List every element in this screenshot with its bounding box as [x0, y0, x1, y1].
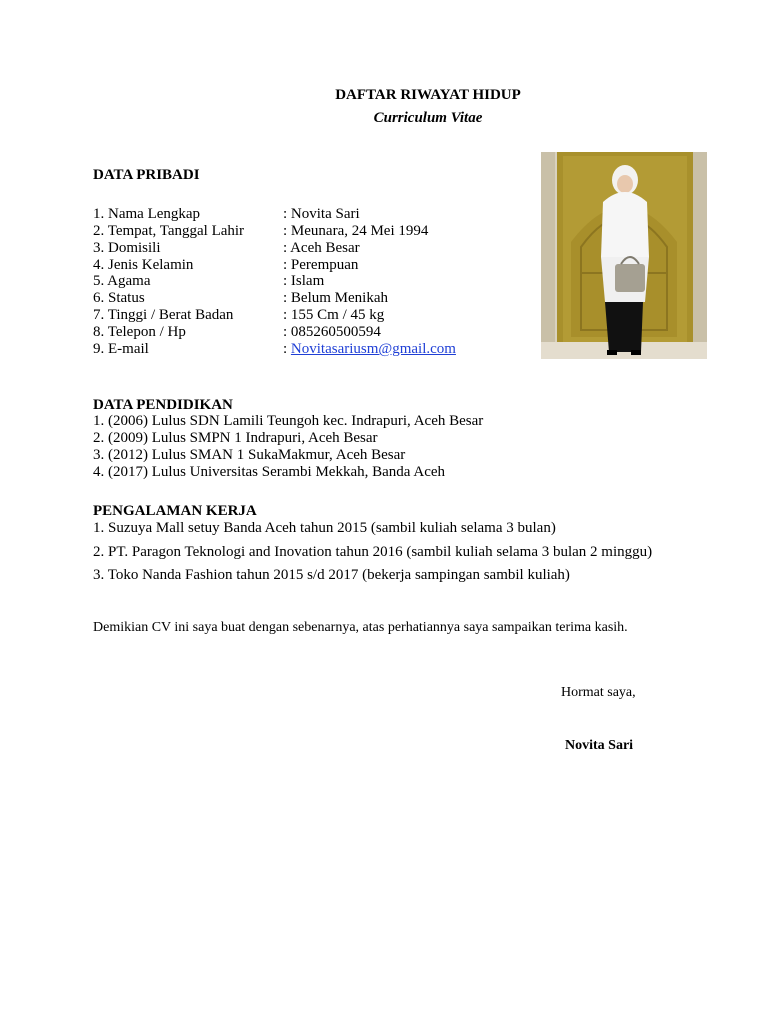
experience-item: 2. PT. Paragon Teknologi and Inovation tahun 2016 (sambil kuliah selama 3 bulan 2 minggu): [93, 544, 653, 560]
education-item: 4. (2017) Lulus Universitas Serambi Mekkah, Banda Aceh: [93, 464, 446, 480]
personal-label-birth: 2. Tempat, Tanggal Lahir: [93, 223, 245, 239]
closing-regards: Hormat saya,: [561, 685, 636, 700]
personal-value-domicile: : Aceh Besar: [283, 240, 360, 256]
signer-name: Novita Sari: [565, 738, 634, 753]
education-item: 2. (2009) Lulus SMPN 1 Indrapuri, Aceh Besar: [93, 430, 378, 446]
email-prefix: :: [283, 341, 291, 357]
experience-heading: PENGALAMAN KERJA: [93, 503, 257, 519]
personal-label-phone: 8. Telepon / Hp: [93, 324, 186, 340]
personal-value-religion: : Islam: [283, 273, 325, 289]
education-item: 1. (2006) Lulus SDN Lamili Teungoh kec. Indrapuri, Aceh Besar: [93, 413, 484, 429]
profile-photo: [541, 152, 707, 359]
personal-label-religion: 5. Agama: [93, 273, 151, 289]
personal-label-gender: 4. Jenis Kelamin: [93, 257, 194, 273]
experience-item: 3. Toko Nanda Fashion tahun 2015 s/d 2017 (bekerja sampingan sambil kuliah): [93, 567, 570, 583]
document-title: DAFTAR RIWAYAT HIDUP: [335, 87, 521, 103]
personal-label-name: 1. Nama Lengkap: [93, 206, 201, 222]
email-link[interactable]: Novitasariusm@gmail.com: [290, 341, 456, 357]
education-heading: DATA PENDIDIKAN: [93, 397, 233, 413]
personal-value-status: : Belum Menikah: [283, 290, 388, 306]
personal-value-phone: : 085260500594: [283, 324, 381, 340]
personal-label-height-weight: 7. Tinggi / Berat Badan: [93, 307, 234, 323]
personal-label-status: 6. Status: [93, 290, 145, 306]
experience-item: 1. Suzuya Mall setuy Banda Aceh tahun 2015 (sambil kuliah selama 3 bulan): [93, 520, 556, 536]
personal-label-domicile: 3. Domisili: [93, 240, 161, 256]
closing-statement: Demikian CV ini saya buat dengan sebenarnya, atas perhatiannya saya sampaikan terima kasih.: [93, 620, 628, 635]
education-item: 3. (2012) Lulus SMAN 1 SukaMakmur, Aceh Besar: [93, 447, 406, 463]
personal-value-name: : Novita Sari: [283, 206, 360, 222]
personal-value-gender: : Perempuan: [283, 257, 359, 273]
document-subtitle: Curriculum Vitae: [373, 110, 483, 126]
personal-value-height-weight: : 155 Cm / 45 kg: [283, 307, 385, 323]
personal-value-birth: : Meunara, 24 Mei 1994: [283, 223, 429, 239]
personal-data-heading: DATA PRIBADI: [93, 167, 200, 183]
personal-label-email: 9. E-mail: [93, 341, 149, 357]
personal-value-email: [283, 341, 456, 358]
